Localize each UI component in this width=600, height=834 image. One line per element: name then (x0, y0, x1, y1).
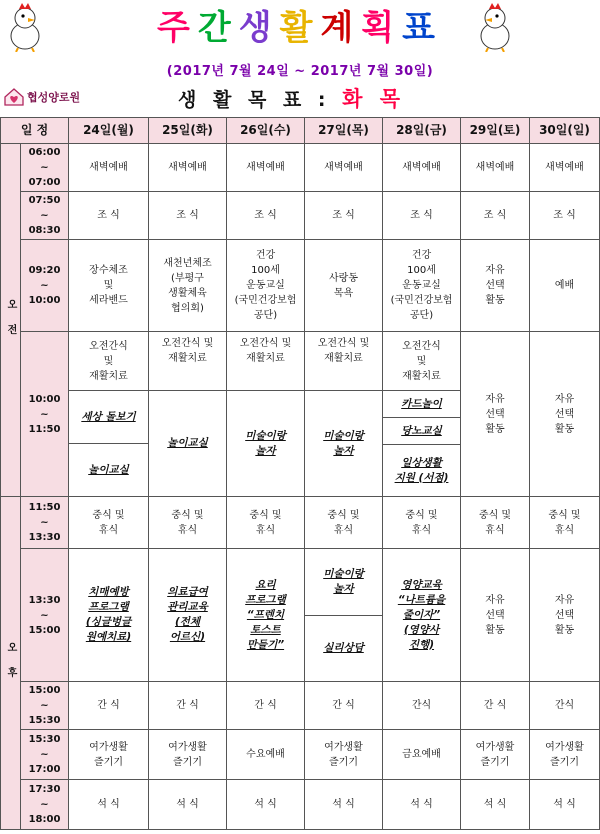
time-end: 13:30 (28, 532, 61, 543)
line: 활동 (485, 295, 505, 306)
line: 진행) (408, 638, 435, 651)
activity-cell (305, 240, 383, 332)
activity-cell (530, 730, 600, 780)
line: 오전간식 및 재활치료 (239, 338, 292, 364)
line: 오전간식 및 재활치료 (317, 338, 370, 364)
line: 및 (103, 280, 114, 291)
line: 수요예배 (246, 749, 285, 760)
line: 선택 (554, 408, 575, 420)
title-char: 표 (402, 8, 443, 48)
activity-cell: 석 식 (227, 780, 305, 830)
activity-cell: 새벽예배 (461, 144, 530, 192)
program-title: 미술이랑 (323, 568, 364, 580)
line: (부평구 (171, 272, 204, 284)
activity-cell: 새벽예배 (305, 144, 383, 192)
table-row (1, 240, 600, 332)
activity-cell: 석 식 (69, 780, 149, 830)
activity-cell (227, 240, 305, 332)
line: (전체 (174, 616, 201, 628)
time-cell (21, 240, 69, 332)
table-row (1, 730, 600, 780)
line: 선택 (485, 280, 505, 291)
day-header: 30일(일) (530, 118, 600, 144)
activity-cell: 새벽예배 (149, 144, 227, 192)
activity-cell: 석 식 (461, 780, 530, 830)
sub-cell (69, 443, 148, 496)
activity-cell (227, 497, 305, 549)
line: 여가생활 (545, 741, 584, 753)
activity-cell (530, 332, 600, 497)
activity-cell: 새벽예배 (227, 144, 305, 192)
program-title: 놀자 (333, 444, 354, 457)
line: 중식 및 (249, 509, 282, 521)
sub-cell (305, 549, 382, 615)
line: (싱글벙글 (85, 616, 132, 628)
line: 요리 (255, 578, 276, 591)
title-char: 간 (197, 8, 239, 48)
time-end: 18:00 (28, 814, 61, 825)
activity-cell: 간 식 (461, 682, 530, 730)
line: 휴식 (411, 524, 432, 536)
line: 예배 (554, 280, 575, 291)
line: 사랑동 (329, 272, 358, 284)
activity-cell: 석 식 (383, 780, 461, 830)
time-start: 07:50 (28, 195, 61, 206)
title-char: 활 (279, 8, 321, 48)
sub-cell (305, 332, 382, 390)
line: 여가생활 (168, 741, 207, 753)
organization-logo (4, 88, 80, 106)
goal-value: 화 목 (342, 87, 405, 111)
time-end: 08:30 (28, 225, 61, 236)
activity-cell (461, 730, 530, 780)
activity-cell (383, 240, 461, 332)
header (0, 0, 600, 117)
activity-cell: 새벽예배 (69, 144, 149, 192)
line: 선택 (485, 408, 505, 420)
sub-cell (69, 390, 148, 443)
line: “프렌치 (246, 608, 285, 621)
line: 선택 (554, 609, 575, 621)
time-end: 07:00 (28, 177, 61, 188)
line: 활동 (554, 423, 575, 435)
line: 건강 (411, 250, 432, 261)
sub-cell (149, 390, 226, 496)
activity-cell: 간 식 (69, 682, 149, 730)
day-header: 25일(화) (149, 118, 227, 144)
program-title: 놀자 (333, 583, 354, 595)
line: 오전간식 및 재활치료 (161, 338, 214, 364)
line: 프로그램 (88, 601, 129, 613)
sub-cell (383, 332, 460, 390)
line: 협의회) (171, 302, 204, 314)
table-header-row (1, 118, 600, 144)
activity-cell: 간식 (530, 682, 600, 730)
activity-cell (461, 332, 530, 497)
time-start: 17:30 (28, 784, 61, 795)
schedule-table (0, 117, 600, 830)
activity-cell (305, 549, 383, 682)
goal-label: 생 활 목 표 : (178, 89, 331, 111)
line: 중식 및 (405, 509, 438, 521)
line: 자유 (485, 594, 505, 606)
line: 즐기기 (550, 756, 579, 768)
line: 원예치료) (85, 631, 132, 643)
line: 장수체조 (89, 265, 128, 276)
time-sep: ~ (40, 749, 49, 760)
line: (국민건강보험 (390, 295, 453, 306)
activity-cell (383, 549, 461, 682)
time-sep: ~ (40, 799, 49, 810)
program-title: 미술이랑 (245, 429, 286, 442)
activity-cell: 간식 (383, 682, 461, 730)
time-cell (21, 780, 69, 830)
activity-cell (461, 497, 530, 549)
time-sep: ~ (40, 408, 49, 420)
activity-cell: 새벽예배 (530, 144, 600, 192)
line: 자유 (554, 594, 575, 606)
activity-cell: 석 식 (149, 780, 227, 830)
time-start: 06:00 (28, 147, 61, 158)
line: 새천년체조 (163, 257, 212, 269)
activity-cell (530, 240, 600, 332)
activity-cell (69, 332, 149, 497)
activity-cell: 조 식 (383, 192, 461, 240)
activity-cell (305, 730, 383, 780)
line: (국민건강보험 (234, 295, 297, 306)
activity-cell (149, 332, 227, 497)
line: 활동 (485, 423, 505, 435)
activity-cell (305, 497, 383, 549)
line: 즐기기 (173, 756, 202, 768)
sub-cell (305, 615, 382, 681)
activity-cell: 조 식 (530, 192, 600, 240)
page-title (120, 6, 480, 50)
table-row (1, 497, 600, 549)
time-cell (21, 730, 69, 780)
program-title: 카드놀이 (401, 397, 442, 410)
activity-cell (383, 332, 461, 497)
program-title: 놀이교실 (88, 463, 129, 476)
line: 활동 (554, 624, 575, 636)
time-start: 09:20 (28, 265, 61, 276)
sub-cell (149, 332, 226, 390)
line: 만들기” (246, 638, 285, 651)
program-title: 일상생활 (401, 456, 442, 469)
day-header: 24일(월) (69, 118, 149, 144)
program-title: 세상 돌보기 (81, 410, 136, 423)
line: 휴식 (255, 524, 276, 536)
sub-cell (383, 417, 460, 444)
sub-cell (69, 332, 148, 390)
activity-cell (461, 240, 530, 332)
line: 금요예배 (402, 749, 441, 760)
program-title: 미술이랑 (323, 429, 364, 442)
date-range: (2017년 7월 24일 ~ 2017년 7월 30일) (166, 64, 434, 79)
line: 즐기기 (94, 756, 123, 768)
line: 중식 및 (171, 509, 204, 521)
line: 영양교육 (401, 578, 442, 591)
time-end: 10:00 (28, 295, 61, 306)
chick-icon (474, 2, 516, 52)
time-sep: ~ (40, 609, 49, 621)
time-cell (21, 549, 69, 682)
line: 토스트 (250, 623, 281, 636)
activity-cell (530, 549, 600, 682)
time-end: 15:00 (28, 624, 61, 636)
line: 오전간식 (89, 340, 128, 352)
line: 중식 및 (548, 509, 581, 521)
line: 운동교실 (246, 280, 285, 291)
title-char: 주 (156, 8, 198, 48)
activity-cell: 새벽예배 (383, 144, 461, 192)
table-row (1, 192, 600, 240)
activity-cell (383, 730, 461, 780)
line: 공단) (253, 310, 278, 321)
activity-cell: 간 식 (227, 682, 305, 730)
activity-cell (69, 549, 149, 682)
sub-cell (227, 332, 304, 390)
line: 자유 (554, 393, 575, 405)
corner-label: 일 정 (1, 118, 69, 144)
table-row (1, 549, 600, 682)
program-title: 놀자 (255, 444, 276, 457)
period-pm (1, 497, 21, 830)
activity-cell: 조 식 (305, 192, 383, 240)
activity-cell: 조 식 (227, 192, 305, 240)
period-label: 오 전 (5, 299, 16, 336)
time-cell (21, 144, 69, 192)
time-sep: ~ (40, 280, 49, 291)
activity-cell (69, 730, 149, 780)
activity-cell (149, 730, 227, 780)
line: 의료급여 (167, 586, 208, 598)
line: 100세 (251, 265, 280, 276)
activity-cell: 석 식 (530, 780, 600, 830)
line: 중식 및 (327, 509, 360, 521)
line: 어르신) (169, 631, 206, 643)
sub-cell (383, 444, 460, 496)
time-sep: ~ (40, 517, 49, 528)
time-start: 10:00 (28, 393, 61, 405)
time-end: 17:00 (28, 764, 61, 775)
line: 목욕 (333, 287, 354, 299)
time-sep: ~ (40, 700, 49, 711)
line: 및 (416, 355, 427, 367)
sub-cell (383, 390, 460, 417)
line: 중식 및 (478, 509, 512, 521)
sub-cell (227, 390, 304, 496)
line: 관리교육 (167, 601, 208, 613)
line: 운동교실 (402, 280, 441, 291)
activity-cell: 조 식 (69, 192, 149, 240)
activity-cell (149, 549, 227, 682)
activity-cell (149, 497, 227, 549)
table-row (1, 144, 600, 192)
period-am (1, 144, 21, 497)
line: (영양사 (403, 623, 440, 636)
line: 휴식 (554, 524, 575, 536)
title-char: 생 (238, 8, 280, 48)
activity-cell: 간 식 (149, 682, 227, 730)
activity-cell (69, 497, 149, 549)
time-cell (21, 682, 69, 730)
line: 및 (103, 355, 114, 367)
table-row (1, 682, 600, 730)
line: “나트륨을 (397, 593, 446, 606)
activity-cell (461, 549, 530, 682)
day-header: 29일(토) (461, 118, 530, 144)
table-row (1, 780, 600, 830)
line: 휴식 (98, 524, 119, 536)
title-char: 획 (361, 8, 403, 48)
line: 공단) (409, 310, 434, 321)
line: 100세 (407, 265, 436, 276)
program-title: 실리상담 (323, 642, 364, 654)
activity-cell: 석 식 (305, 780, 383, 830)
activity-cell (530, 497, 600, 549)
line: 세라밴드 (89, 295, 128, 306)
chick-icon (4, 2, 46, 52)
line: 치매예방 (88, 586, 129, 598)
line: 선택 (485, 609, 505, 621)
line: 여가생활 (89, 741, 128, 753)
time-cell (21, 192, 69, 240)
line: 즐기기 (329, 756, 358, 768)
activity-cell: 간 식 (305, 682, 383, 730)
activity-cell (69, 240, 149, 332)
line: 재활치료 (402, 370, 441, 382)
line: 여가생활 (324, 741, 363, 753)
line: 중식 및 (92, 509, 125, 521)
time-cell (21, 497, 69, 549)
line: 줄이자” (402, 608, 441, 621)
day-header: 26일(수) (227, 118, 305, 144)
time-start: 11:50 (28, 502, 61, 513)
time-sep: ~ (40, 162, 49, 173)
line: 휴식 (485, 524, 505, 536)
program-title: 당노교실 (401, 424, 442, 437)
line: 오전간식 (402, 340, 441, 352)
program-title: 놀이교실 (167, 437, 208, 449)
day-header: 27일(목) (305, 118, 383, 144)
line: 재활치료 (89, 370, 128, 382)
activity-cell (227, 549, 305, 682)
time-sep: ~ (40, 210, 49, 221)
line: 여가생활 (475, 741, 515, 753)
title-char: 계 (320, 8, 362, 48)
line: 생활체육 (168, 287, 207, 299)
time-start: 15:30 (28, 734, 61, 745)
time-start: 15:00 (28, 685, 61, 696)
time-start: 13:30 (28, 594, 61, 606)
sub-cell (305, 390, 382, 496)
day-header: 28일(금) (383, 118, 461, 144)
line: 활동 (485, 624, 505, 636)
activity-cell: 조 식 (149, 192, 227, 240)
time-cell (21, 332, 69, 497)
house-heart-icon (4, 88, 24, 106)
time-end: 11:50 (28, 423, 61, 435)
line: 자유 (485, 265, 505, 276)
activity-cell (383, 497, 461, 549)
activity-cell (227, 730, 305, 780)
line: 휴식 (333, 524, 354, 536)
program-title: 지원 (서점) (394, 471, 449, 484)
activity-cell: 조 식 (461, 192, 530, 240)
line: 건강 (255, 250, 276, 261)
activity-cell (227, 332, 305, 497)
table-row (1, 332, 600, 497)
time-end: 15:30 (28, 715, 61, 726)
period-label: 오 후 (5, 642, 16, 679)
life-goal (178, 83, 405, 113)
line: 휴식 (177, 524, 198, 536)
activity-cell (149, 240, 227, 332)
line: 프로그램 (245, 593, 286, 606)
organization-name: 협성양로원 (27, 91, 81, 104)
activity-cell (305, 332, 383, 497)
line: 자유 (485, 393, 505, 405)
line: 즐기기 (480, 756, 510, 768)
